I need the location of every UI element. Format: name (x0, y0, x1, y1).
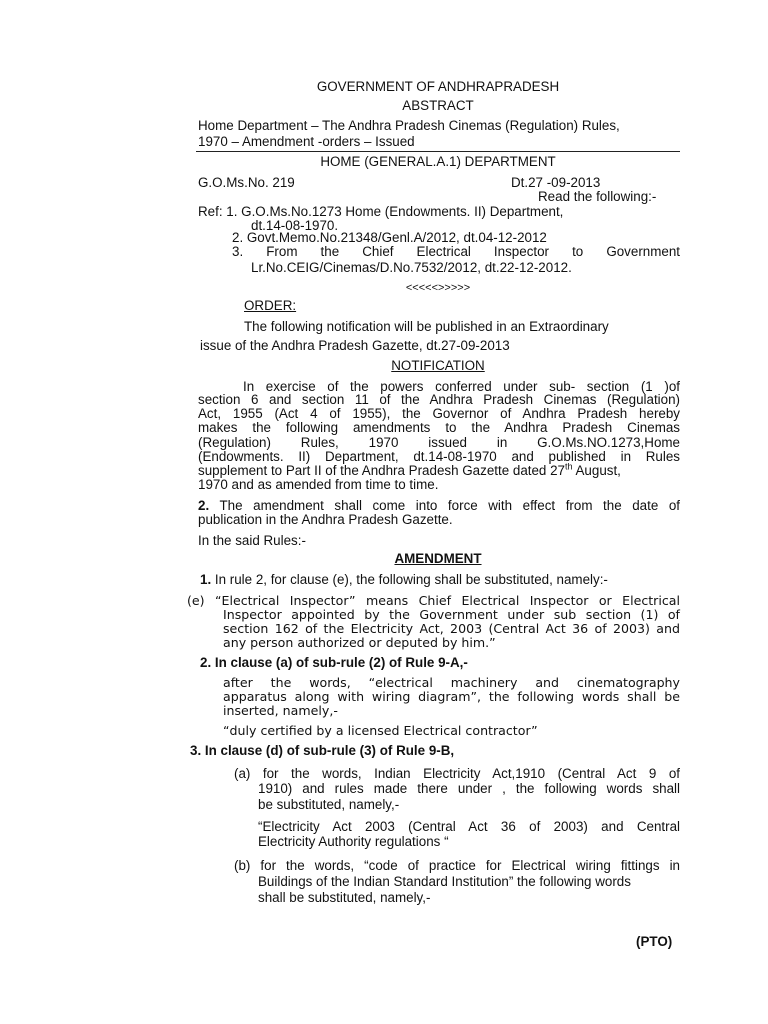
clause-2-line-2: publication in the Andhra Pradesh Gazette. (198, 512, 453, 527)
gazette-month-text: August, (572, 463, 621, 478)
amendment-item-3-heading: 3. In clause (d) of sub-rule (3) of Rule 9-B, (190, 743, 455, 758)
notification-heading: NOTIFICATION (391, 358, 485, 373)
notification-para-line: Act, 1955 (Act 4 of 1955), the Governor of Andhra Pradesh hereby (198, 406, 680, 421)
abstract-heading: ABSTRACT (402, 98, 474, 113)
gazette-date-text: supplement to Part II of the Andhra Pradesh Gazette dated 27 (198, 463, 565, 478)
item-2-line: after the words, “electrical machinery and cinematography (223, 675, 680, 690)
amendment-item-1 (200, 572, 608, 588)
notification-para-line: (Endowments. II) Department, dt.14-08-1970 and published in Rules (198, 449, 680, 464)
item-3b-line: (b) for the words, “code of practice for Electrical wiring fittings in (234, 858, 680, 873)
item-1-number: 1. (200, 572, 212, 587)
item-3a-quote-line: “Electricity Act 2003 (Central Act 36 of 2003) and Central (258, 819, 680, 834)
government-title: GOVERNMENT OF ANDHRAPRADESH (316, 79, 560, 94)
go-number: G.O.Ms.No. 219 (198, 175, 295, 190)
clause-2-number: 2. (198, 498, 210, 513)
notification-para-line: In exercise of the powers conferred under sub- section (1 )of (243, 379, 680, 394)
reference-1-line-1: Ref: 1. G.O.Ms.No.1273 Home (Endowments. II) Department, (198, 204, 564, 219)
notification-para-line: section 6 and section 11 of the Andhra Pradesh Cinemas (Regulation) (198, 392, 680, 407)
header-divider (196, 151, 680, 152)
amendment-item-2-heading: 2. In clause (a) of sub-rule (2) of Rule 9-A,- (200, 655, 468, 670)
reference-2: 2. Govt.Memo.No.21348/Genl.A/2012, dt.04-12-2012 (232, 230, 547, 245)
item-3a-line: 1910) and rules made there under , the following words shall (258, 781, 680, 796)
go-date: Dt.27 -09-2013 (511, 175, 601, 190)
item-1-text: In rule 2, for clause (e), the following shall be substituted, namely:- (211, 572, 608, 587)
ordinal-suffix: th (565, 461, 573, 472)
item-3b-line: Buildings of the Indian Standard Institution” the following words (258, 874, 631, 889)
item-3a-quote-line: Electricity Authority regulations “ (258, 834, 449, 849)
reference-3-line-2: Lr.No.CEIG/Cinemas/D.No.7532/2012, dt.22-12-2012. (251, 260, 572, 275)
order-line-2: issue of the Andhra Pradesh Gazette, dt.27-09-2013 (200, 338, 510, 353)
notification-para-line: makes the following amendments to the Andhra Pradesh Cinemas (198, 420, 680, 435)
item-3a-line: be substituted, namely,- (258, 797, 400, 812)
pto-marker: (PTO) (636, 934, 673, 949)
item-1-quote-line: section 162 of the Electricity Act, 2003 (Central Act 36 of 2003) and (223, 621, 680, 636)
item-1-quote-line: Inspector appointed by the Government under sub section (1) of (223, 607, 680, 622)
item-2-line: apparatus along with wiring diagram”, the following words shall be (223, 689, 680, 704)
read-following: Read the following:- (538, 189, 657, 204)
subject-line-2: 1970 – Amendment -orders – Issued (198, 134, 415, 149)
order-heading: ORDER: (244, 298, 297, 313)
notification-para-line: 1970 and as amended from time to time. (198, 477, 439, 492)
clause-2-text: The amendment shall come into force with effect from the date of (209, 498, 680, 513)
item-1-quote-line: any person authorized or deputed by him.” (223, 635, 496, 650)
separator: <<<<<>>>>> (405, 282, 471, 294)
item-3a-line: (a) for the words, Indian Electricity Act,1910 (Central Act 9 of (234, 766, 680, 781)
reference-1-line-2: dt.14-08-1970. (251, 218, 339, 233)
subject-line-1: Home Department – The Andhra Pradesh Cinemas (Regulation) Rules, (198, 118, 620, 133)
reference-3-line-1: 3. From the Chief Electrical Inspector to Government (232, 244, 680, 259)
item-1-quote-line: (e) “Electrical Inspector” means Chief Electrical Inspector or Electrical (187, 593, 680, 608)
item-3b-line: shall be substituted, namely,- (258, 890, 431, 905)
department-heading: HOME (GENERAL.A.1) DEPARTMENT (320, 154, 556, 169)
item-2-line: inserted, namely,- (223, 703, 338, 718)
said-rules: In the said Rules:- (198, 533, 306, 548)
notification-para-line: (Regulation) Rules, 1970 issued in G.O.Ms.NO.1273,Home (198, 435, 680, 450)
order-line-1: The following notification will be published in an Extraordinary (244, 319, 609, 334)
amendment-heading: AMENDMENT (394, 551, 482, 566)
item-2-quote: “duly certified by a licensed Electrical contractor” (223, 723, 538, 738)
